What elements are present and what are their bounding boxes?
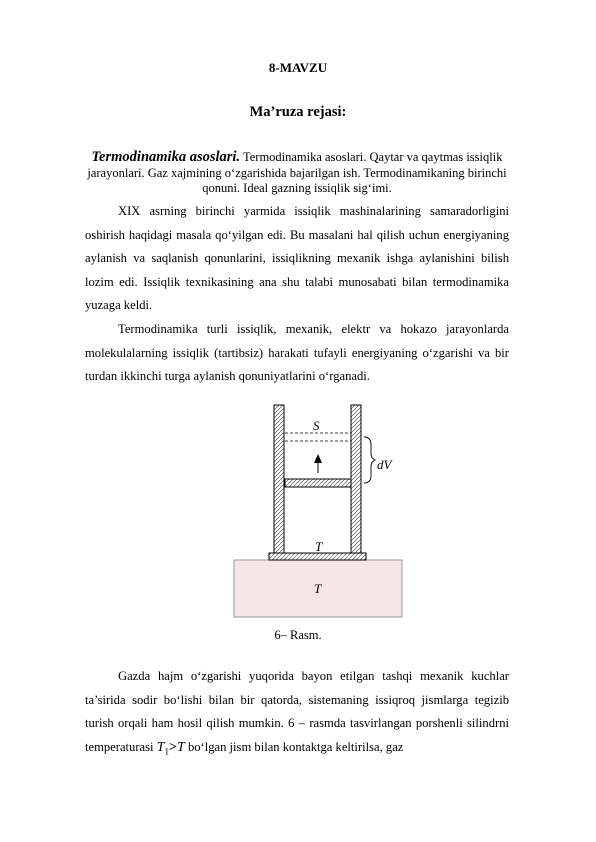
cylinder-base — [269, 553, 366, 560]
formula-t1: T — [156, 739, 165, 755]
topic-text: Termodinamika asoslari. Qaytar va qaytmas issiqlik jarayonlari. Gaz xajmining o‘zgarishida bajarilgan ish. Termodinamikaning birinchi qonuni. Ideal gazning issiqlik sig‘imi. — [87, 150, 507, 195]
cylinder-left-wall — [274, 405, 284, 553]
lecture-plan-title: Ma’ruza rejasi: — [249, 104, 347, 120]
figure-caption: 6– Rasm. — [274, 628, 322, 642]
piston — [285, 479, 351, 487]
paragraph-3 — [85, 665, 509, 764]
paragraph-text: Termodinamika turli issiqlik, mexanik, elektr va hokazo jarayonlarda molekulalarning issiqlik (tartibsiz) harakati tufayli energiyaning o‘zgarishi va bir turdan ikkinchi turga aylanish qonuniyatlarini o‘rganadi. — [85, 322, 509, 383]
arrow-up-icon — [314, 454, 322, 463]
label-s: S — [313, 418, 320, 433]
paragraph-text: Gazda hajm o‘zgarishi yuqorida bayon etilgan tashqi mexanik kuchlar ta’sirida sodir bo‘lishi bilan bir qatorda, sistemaning issiqroq jismlarga tegizib turish orqali ham hosil qilish mumkin. 6 – rasmda tasvirlangan porshenli silindrni temperaturasi — [85, 669, 509, 754]
topic-number: 8-MAVZU — [268, 60, 328, 75]
paragraph-text: XIX asrning birinchi yarmida issiqlik mashinalarining samaradorligini oshirish haqidagi masala qo‘yilgan edi. Bu masalani hal qilish uchun energiyaning aylanish va saqlanish qonunlarini, issiqlikning mexanik ishga aylanishini bilish lozim edi. Issiqlik texnikasining ana shu talabi munosabati bilan termodinamika yuzaga keldi. — [85, 204, 509, 312]
formula-subscript: 1 — [164, 746, 169, 757]
brace — [364, 437, 375, 483]
label-dv: dV — [377, 457, 392, 472]
formula-operator: > — [169, 739, 177, 755]
paragraph-tail: bo‘lgan jism bilan kontaktga keltirilsa, gaz — [187, 739, 404, 754]
cylinder-right-wall — [351, 405, 361, 553]
topic-title: Termodinamika asoslari. — [91, 149, 241, 165]
formula-t: T — [176, 739, 185, 755]
label-t-gas: T — [315, 539, 323, 554]
label-t-body: T — [314, 581, 322, 596]
